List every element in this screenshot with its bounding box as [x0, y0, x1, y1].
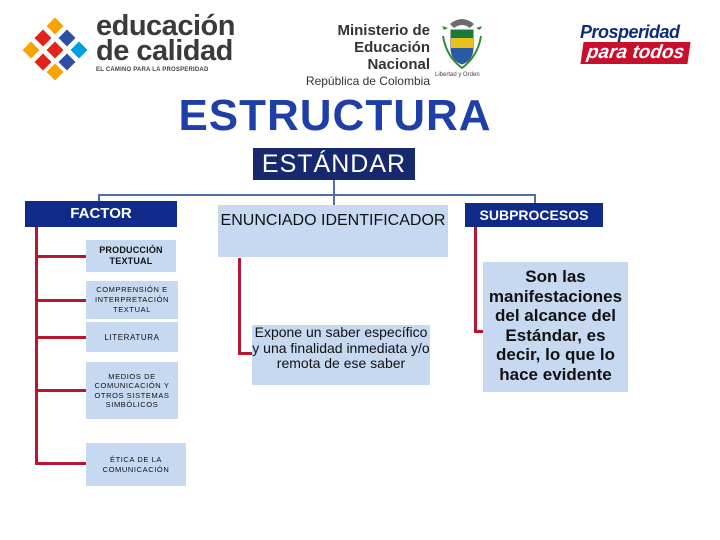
factor-item-medios: MEDIOS DE COMUNICACIÓN Y OTROS SISTEMAS SIMBÓLICOS	[86, 362, 178, 419]
educacion-de-calidad-logo	[20, 10, 235, 82]
factor-branch	[35, 389, 86, 392]
top-connector-bar	[98, 194, 536, 196]
prosperidad-logo	[580, 22, 690, 82]
factor-item-literatura: LITERATURA	[86, 322, 178, 352]
logo-left-title-2: de calidad	[96, 35, 233, 67]
factor-branch	[35, 336, 86, 339]
subprocesos-red-trunk	[474, 227, 477, 333]
ministerio-line2: Educación Nacional	[354, 39, 430, 73]
enunciado-red-trunk	[238, 258, 241, 354]
ministerio-line1: Ministerio de	[337, 22, 430, 39]
prosperidad-line1: Prosperidad	[580, 22, 680, 42]
logo-left-title-1: educación	[96, 10, 235, 42]
subprocesos-description: Son las manifestaciones del alcance del Estándar, es decir, lo que lo hace evidente	[483, 262, 628, 392]
factor-item-comprension: COMPRENSIÓN E INTERPRETACIÓN TEXTUAL	[86, 281, 178, 319]
factor-header: FACTOR	[25, 201, 177, 227]
factor-branch	[35, 299, 86, 302]
enunciado-description: Expone un saber específico y una finalidad inmediata y/o remota de ese saber	[252, 325, 430, 385]
enunciado-connector	[333, 194, 335, 205]
enunciado-header: ENUNCIADO IDENTIFICADOR	[218, 205, 448, 257]
colombia-shield-icon	[440, 16, 484, 72]
prosperidad-line2: para todos	[580, 42, 690, 64]
subprocesos-header: SUBPROCESOS	[465, 203, 603, 227]
ministerio-line3: República de Colombia	[305, 74, 430, 88]
ministerio-logo	[295, 20, 495, 88]
factor-item-produccion: PRODUCCIÓN TEXTUAL	[86, 240, 176, 272]
root-node-estandar: ESTÁNDAR	[253, 148, 415, 180]
factor-item-etica: ÉTICA DE LA COMUNICACIÓN	[86, 443, 186, 486]
factor-branch	[35, 462, 86, 465]
shield-caption: Libertad y Orden	[435, 72, 480, 78]
root-connector	[333, 180, 335, 194]
cubes-icon	[25, 20, 87, 78]
factor-red-trunk	[35, 227, 38, 465]
factor-branch	[35, 255, 86, 258]
page-title: ESTRUCTURA	[150, 92, 520, 140]
logo-left-tagline: EL CAMINO PARA LA PROSPERIDAD	[96, 67, 209, 73]
